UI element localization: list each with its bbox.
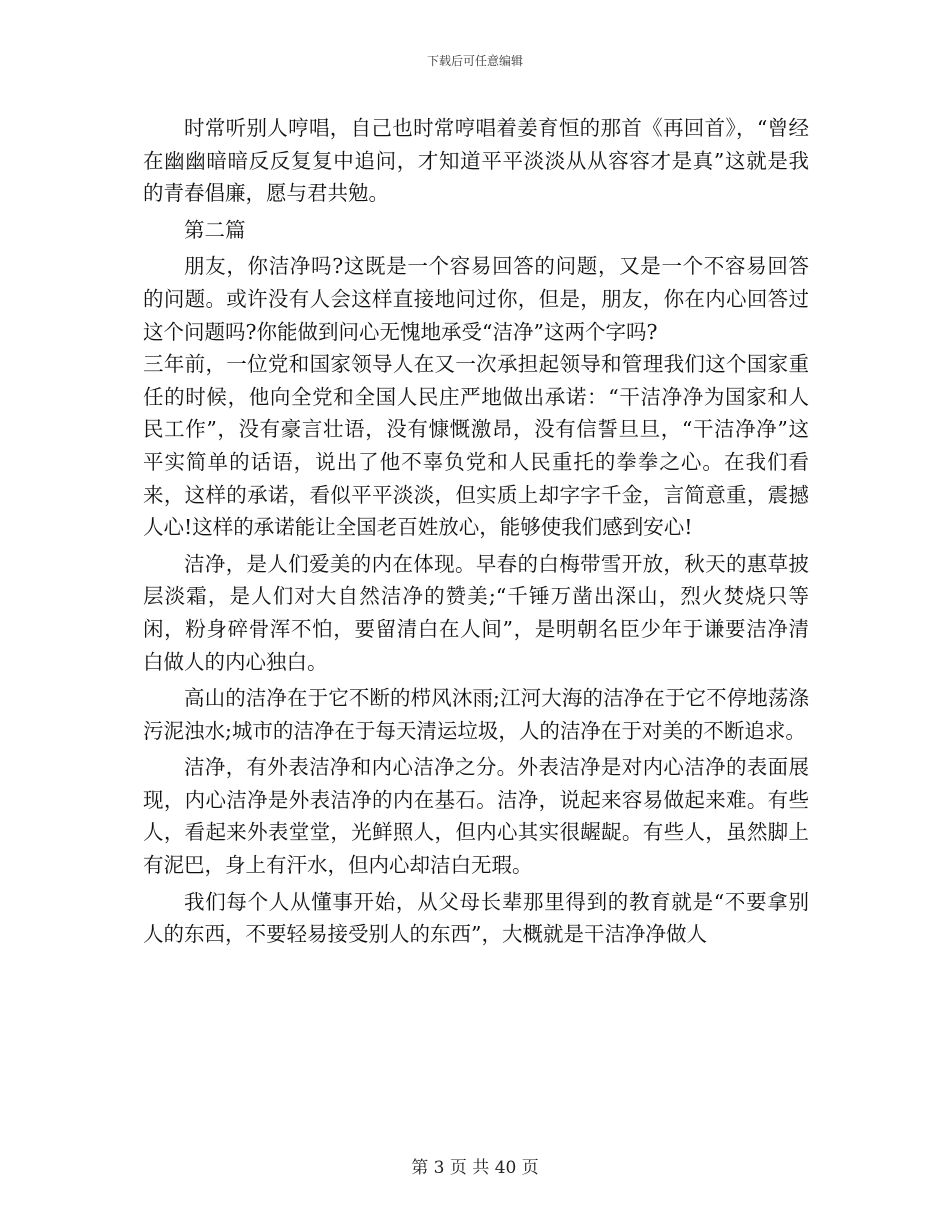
page-header: 下载后可任意编辑 bbox=[426, 54, 523, 68]
paragraph: 洁净，是人们爱美的内在体现。早春的白梅带雪开放，秋天的惠草披层淡霜，是人们对大自然洁净的赞美;“千锤万凿出深山，烈火焚烧只等闲，粉身碎骨浑不怕，要留清白在人间”，是明朝名臣少年于谦要洁净清白做人的内心独白。 bbox=[143, 551, 809, 674]
paragraph: 三年前，一位党和国家领导人在又一次承担起领导和管理我们这个国家重任的时候，他向全党和全国人民庄严地做出承诺：“干洁净净为国家和人民工作”，没有豪言壮语，没有慷慨激昂，没有信誓旦旦，“干洁净净”这平实简单的话语，说出了他不辜负党和人民重托的拳拳之心。在我们看来，这样的承诺，看似平平淡淡，但实质上却字字千金，言简意重，震撼人心!这样的承诺能让全国老百姓放心，能够使我们感到安心! bbox=[143, 352, 809, 540]
paragraph: 我们每个人从懂事开始，从父母长辈那里得到的教育就是“不要拿别人的东西，不要轻易接受别人的东西”，大概就是干洁净净做人 bbox=[143, 889, 809, 947]
paragraph: 时常听别人哼唱，自己也时常哼唱着姜育恒的那首《再回首》，“曾经在幽幽暗暗反反复复中追问，才知道平平淡淡从从容容才是真”这就是我的青春倡廉，愿与君共勉。 bbox=[143, 116, 809, 206]
section-heading: 第二篇 bbox=[184, 217, 246, 242]
paragraph: 朋友，你洁净吗?这既是一个容易回答的问题，又是一个不容易回答的问题。或许没有人会这样直接地问过你，但是，朋友，你在内心回答过这个问题吗?你能做到问心无愧地承受“洁净”这两个字吗? bbox=[143, 254, 809, 344]
document-body bbox=[143, 112, 809, 951]
paragraph: 洁净，有外表洁净和内心洁净之分。外表洁净是对内心洁净的表面展现，内心洁净是外表洁净的内在基石。洁净，说起来容易做起来难。有些人，看起来外表堂堂，光鲜照人，但内心其实很龌龊。有些人，虽然脚上有泥巴，身上有汗水，但内心却洁白无瑕。 bbox=[143, 755, 809, 878]
paragraph: 高山的洁净在于它不断的栉风沐雨;江河大海的洁净在于它不停地荡涤污泥浊水;城市的洁净在于每天清运垃圾，人的洁净在于对美的不断追求。 bbox=[143, 686, 809, 743]
page-footer: 第 3 页 共 40 页 bbox=[411, 1158, 539, 1178]
